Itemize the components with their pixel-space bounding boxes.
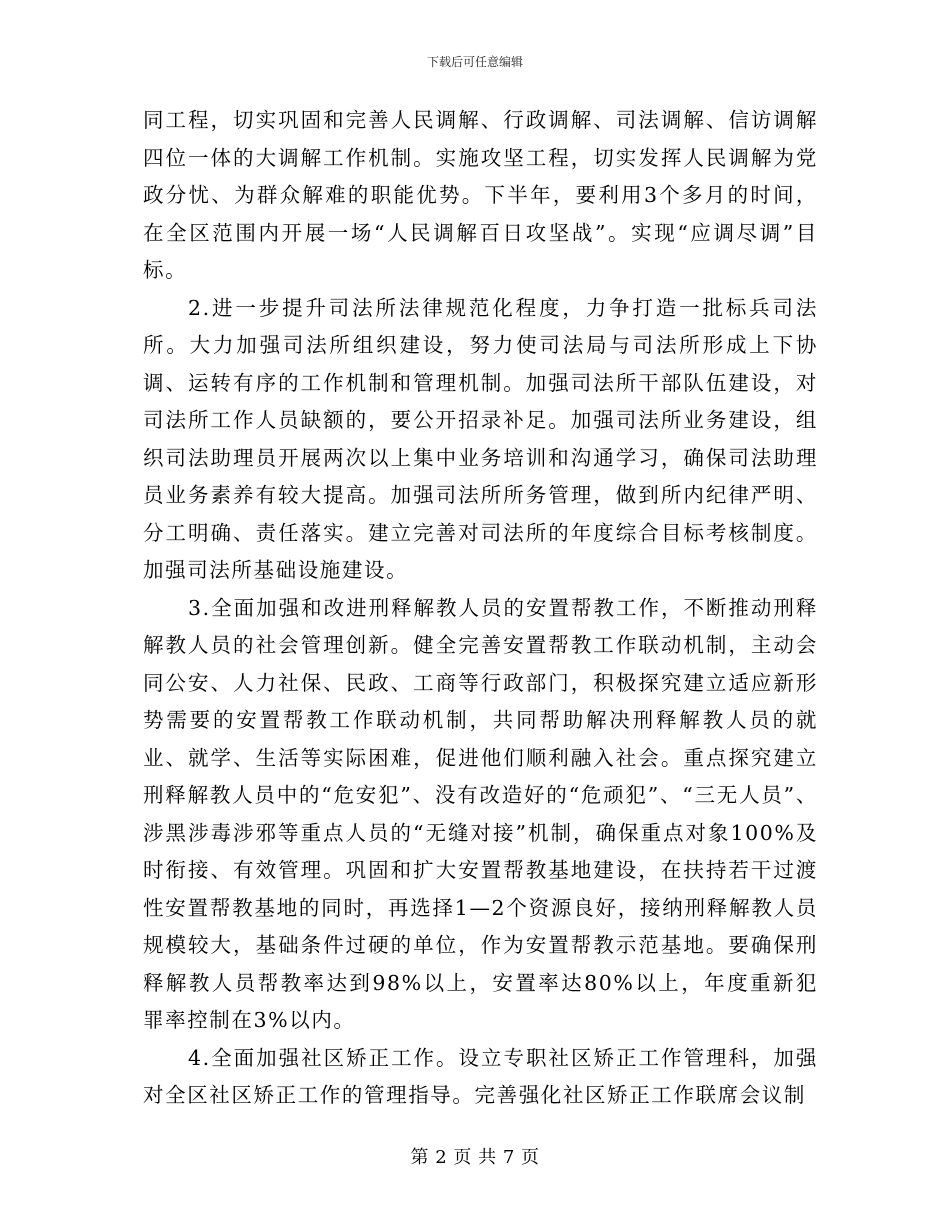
paragraph-item-4: 4.全面加强社区矫正工作。设立专职社区矫正工作管理科，加强对全区社区矫正工作的管理指导。完善强化社区矫正工作联席会议制 bbox=[143, 1045, 818, 1107]
document-body bbox=[143, 102, 818, 1115]
page-header: 下载后可任意编辑 bbox=[426, 55, 523, 69]
paragraph-item-2: 2.进一步提升司法所法律规范化程度，力争打造一批标兵司法所。大力加强司法所组织建设，努力使司法局与司法所形成上下协调、运转有序的工作机制和管理机制。加强司法所干部队伍建设，对司法所工作人员缺额的，要公开招录补足。加强司法所业务建设，组织司法助理员开展两次以上集中业务培训和沟通学习，确保司法助理员业务素养有较大提高。加强司法所所务管理，做到所内纪律严明、分工明确、责任落实。建立完善对司法所的年度综合目标考核制度。加强司法所基础设施建设。 bbox=[143, 295, 818, 582]
paragraph-item-3: 3.全面加强和改进刑释解教人员的安置帮教工作，不断推动刑释解教人员的社会管理创新。健全完善安置帮教工作联动机制，主动会同公安、人力社保、民政、工商等行政部门，积极探究建立适应新形势需要的安置帮教工作联动机制，共同帮助解决刑释解教人员的就业、就学、生活等实际困难，促进他们顺利融入社会。重点探究建立刑释解教人员中的“危安犯”、没有改造好的“危顽犯”、“三无人员”、涉黑涉毒涉邪等重点人员的“无缝对接”机制，确保重点对象100%及时衔接、有效管理。巩固和扩大安置帮教基地建设，在扶持若干过渡性安置帮教基地的同时，再选择1—2个资源良好，接纳刑释解教人员规模较大，基础条件过硬的单位，作为安置帮教示范基地。要确保刑释解教人员帮教率达到98%以上，安置率达80%以上，年度重新犯罪率控制在3%以内。 bbox=[143, 595, 818, 1032]
paragraph-continuation: 同工程，切实巩固和完善人民调解、行政调解、司法调解、信访调解四位一体的大调解工作机制。实施攻坚工程，切实发挥人民调解为党政分忧、为群众解难的职能优势。下半年，要利用3个多月的时间，在全区范围内开展一场“人民调解百日攻坚战”。实现“应调尽调”目标。 bbox=[143, 108, 818, 282]
page-footer: 第 2 页 共 7 页 bbox=[410, 1147, 540, 1168]
